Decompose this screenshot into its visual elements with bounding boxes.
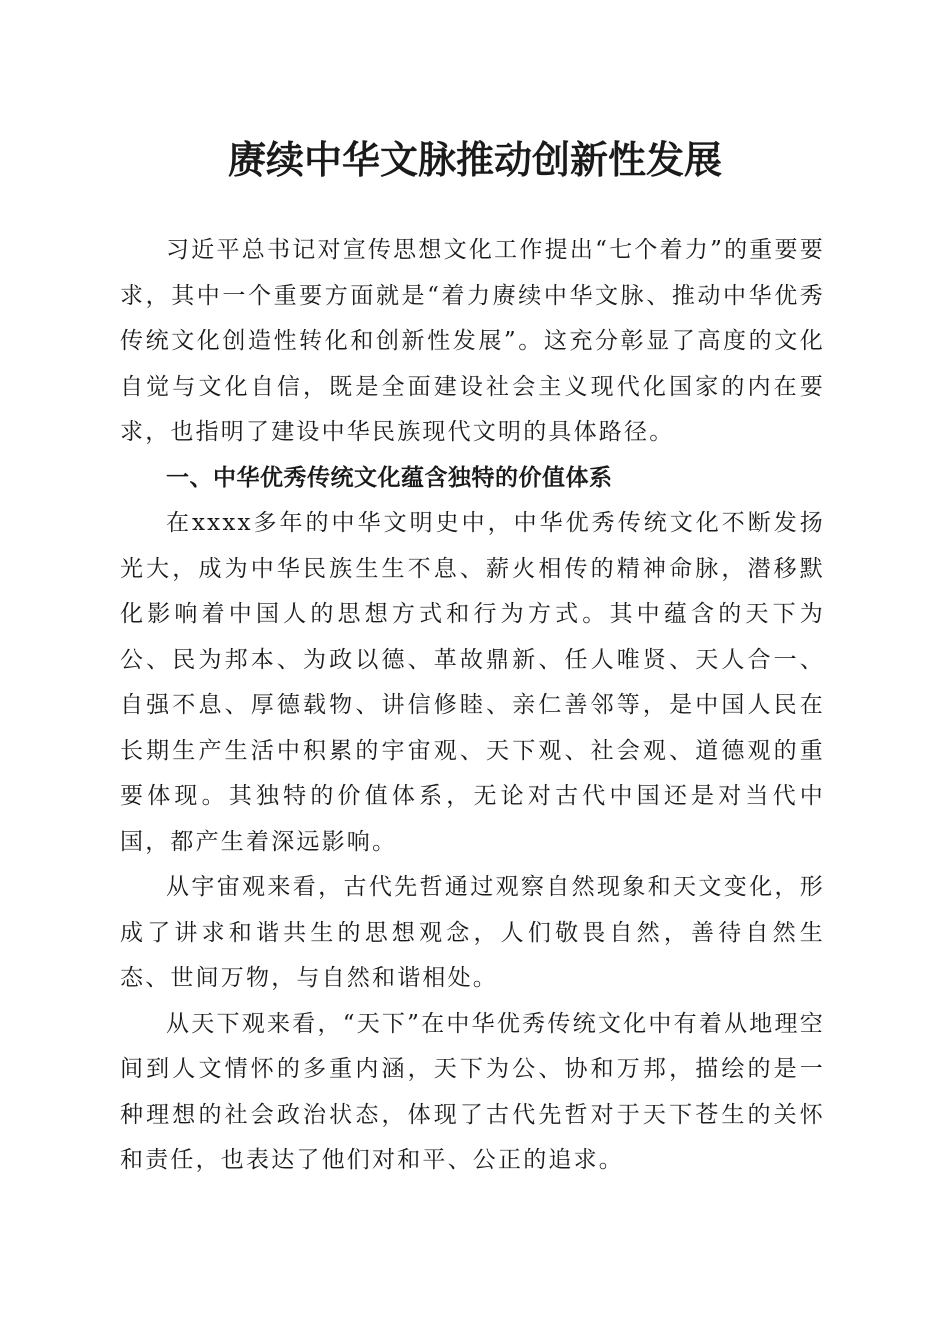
document-title: 赓续中华文脉推动创新性发展 [227, 137, 722, 182]
section-paragraph-3: 从天下观来看，“天下”在中华优秀传统文化中有着从地理空间到人文情怀的多重内涵，天下为公、协和万邦，描绘的是一种理想的社会政治状态，体现了古代先哲对于天下苍生的关怀和责任，也表达了他们对和平、公正的追求。 [120, 1010, 825, 1173]
section-paragraph-2: 从宇宙观来看，古代先哲通过观察自然现象和天文变化，形成了讲求和谐共生的思想观念，人们敬畏自然，善待自然生态、世间万物，与自然和谐相处。 [120, 874, 825, 991]
intro-paragraph: 习近平总书记对宣传思想文化工作提出“七个着力”的重要要求，其中一个重要方面就是“着力赓续中华文脉、推动中华优秀传统文化创造性转化和创新性发展”。这充分彰显了高度的文化自觉与文化自信，既是全面建设社会主义现代化国家的内在要求，也指明了建设中华民族现代文明的具体路径。 [120, 237, 825, 445]
section-paragraph-1: 在xxxx多年的中华文明史中，中华优秀传统文化不断发扬光大，成为中华民族生生不息、薪火相传的精神命脉，潜移默化影响着中国人的思想方式和行为方式。其中蕴含的天下为公、民为邦本、为政以德、革故鼎新、任人唯贤、天人合一、自强不息、厚德载物、讲信修睦、亲仁善邻等，是中国人民在长期生产生活中积累的宇宙观、天下观、社会观、道德观的重要体现。其独特的价值体系，无论对古代中国还是对当代中国，都产生着深远影响。 [120, 510, 825, 855]
document-body [120, 228, 825, 1184]
section-heading: 一、中华优秀传统文化蕴含独特的价值体系 [166, 464, 613, 491]
